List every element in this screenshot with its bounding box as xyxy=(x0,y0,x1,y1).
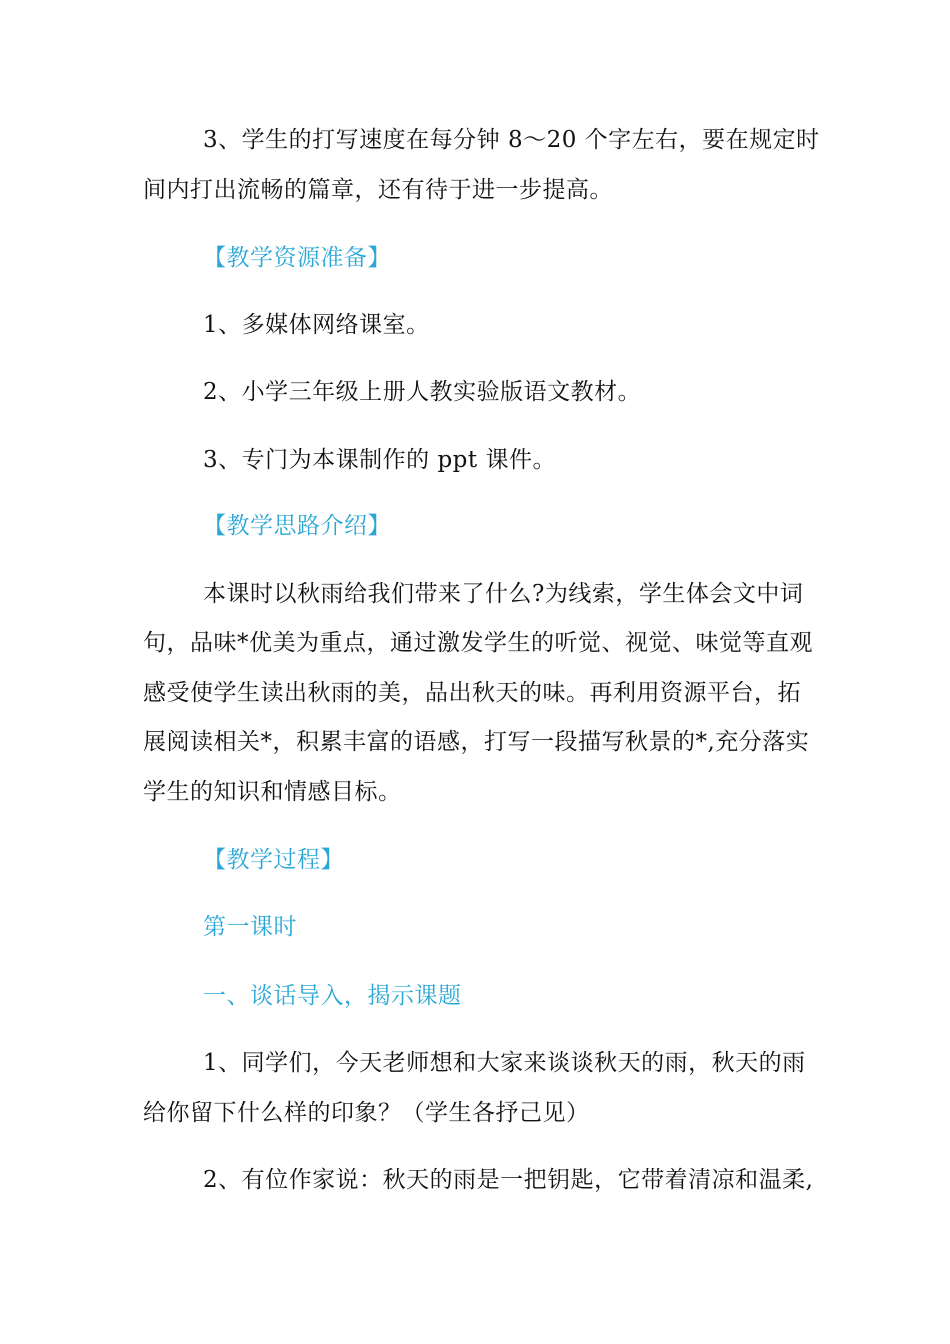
resource-item-3: 3、专门为本课制作的 ppt 课件。 xyxy=(203,447,556,473)
approach-line-3: 感受使学生读出秋雨的美，品出秋天的味。再利用资源平台，拓 xyxy=(143,680,801,706)
process-item-1-line-2: 给你留下什么样的印象？（学生各抒己见） xyxy=(143,1100,590,1126)
process-item-2-line-1: 2、有位作家说：秋天的雨是一把钥匙，它带着清凉和温柔, xyxy=(203,1167,814,1193)
heading-teaching-process: 【教学过程】 xyxy=(203,847,344,873)
paragraph-typing-speed-line-1: 3、学生的打写速度在每分钟 8～20 个字左右，要在规定时 xyxy=(203,127,820,153)
heading-teaching-resources: 【教学资源准备】 xyxy=(203,245,391,271)
approach-line-1: 本课时以秋雨给我们带来了什么?为线索，学生体会文中词 xyxy=(203,581,804,607)
resource-item-2: 2、小学三年级上册人教实验版语文教材。 xyxy=(203,379,642,405)
process-item-1-line-1: 1、同学们，今天老师想和大家来谈谈秋天的雨，秋天的雨 xyxy=(203,1050,806,1076)
paragraph-typing-speed-line-2: 间内打出流畅的篇章，还有待于进一步提高。 xyxy=(143,177,613,203)
approach-line-2: 句，品味*优美为重点，通过激发学生的听觉、视觉、味觉等直观 xyxy=(143,630,813,656)
lesson-title: 第一课时 xyxy=(203,914,297,940)
resource-item-1: 1、多媒体网络课室。 xyxy=(203,312,430,338)
heading-teaching-approach: 【教学思路介绍】 xyxy=(203,513,391,539)
step-title: 一、谈话导入，揭示课题 xyxy=(203,983,462,1009)
approach-line-4: 展阅读相关*，积累丰富的语感，打写一段描写秋景的*,充分落实 xyxy=(143,729,810,755)
approach-line-5: 学生的知识和情感目标。 xyxy=(143,779,402,805)
